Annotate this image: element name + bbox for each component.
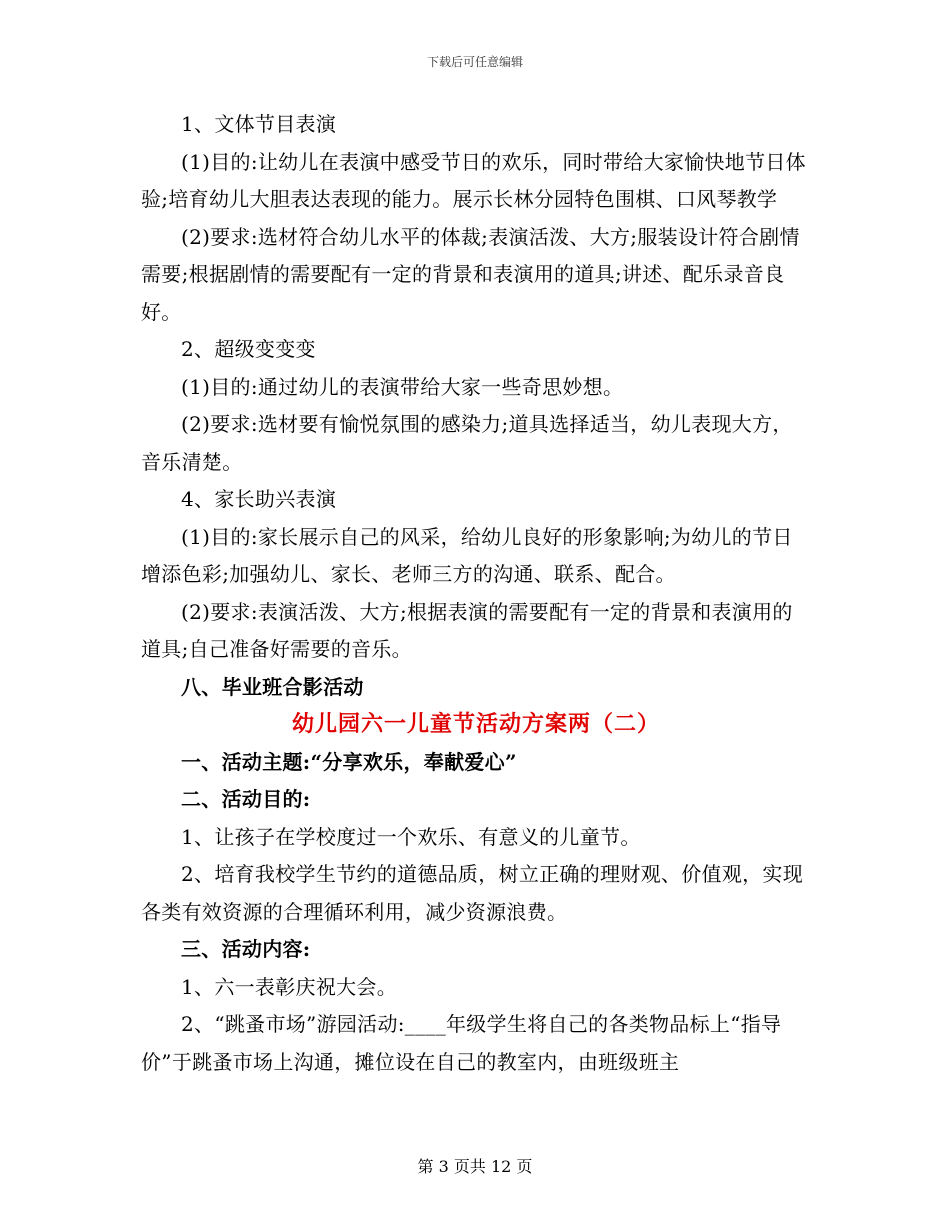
section-heading-theme: 一、活动主题:“分享欢乐，奉献爱心” bbox=[181, 749, 517, 774]
document-body bbox=[141, 106, 811, 1081]
paragraph-item-4: 4、家长助兴表演 bbox=[181, 487, 337, 511]
section-heading-8: 八、毕业班合影活动 bbox=[181, 674, 364, 699]
section-heading-content: 三、活动内容: bbox=[181, 937, 311, 961]
page-footer: 第 3 页共 12 页 bbox=[417, 1157, 533, 1176]
page-header-note: 下载后可任意编辑 bbox=[426, 55, 523, 69]
paragraph-purpose-1: 1、让孩子在学校度过一个欢乐、有意义的儿童节。 bbox=[181, 824, 641, 849]
section-heading-purpose: 二、活动目的: bbox=[181, 787, 311, 811]
paragraph-content-1: 1、六一表彰庆祝大会。 bbox=[181, 974, 398, 999]
paragraph-item-1: 1、文体节目表演 bbox=[181, 112, 337, 136]
paragraph-requirement-1: (2)要求:选材符合幼儿水平的体裁;表演活泼、大方;服装设计符合剧情需要;根据剧情的需要配有一定的背景和表演用的道具;讲述、配乐录音良好。 bbox=[141, 224, 800, 324]
paragraph-requirement-4: (2)要求:表演活泼、大方;根据表演的需要配有一定的背景和表演用的道具;自己准备好需要的音乐。 bbox=[141, 599, 793, 661]
paragraph-content-2: 2、“跳蚤市场”游园活动:____年级学生将自己的各类物品标上“指导价”于跳蚤市场上沟通，摊位设在自己的教室内，由班级班主 bbox=[141, 1012, 782, 1074]
document-title: 幼儿园六一儿童节活动方案两（二） bbox=[291, 711, 660, 737]
paragraph-goal-2: (1)目的:通过幼儿的表演带给大家一些奇思妙想。 bbox=[181, 374, 624, 399]
paragraph-goal-4: (1)目的:家长展示自己的风采，给幼儿良好的形象影响;为幼儿的节日增添色彩;加强幼儿、家长、老师三方的沟通、联系、配合。 bbox=[141, 524, 793, 586]
paragraph-item-2: 2、超级变变变 bbox=[181, 337, 316, 361]
paragraph-goal-1: (1)目的:让幼儿在表演中感受节日的欢乐，同时带给大家愉快地节日体验;培育幼儿大胆表达表现的能力。展示长林分园特色围棋、口风琴教学 bbox=[141, 149, 806, 211]
paragraph-purpose-2: 2、培育我校学生节约的道德品质，树立正确的理财观、价值观，实现各类有效资源的合理循环利用，减少资源浪费。 bbox=[141, 862, 804, 924]
paragraph-requirement-2: (2)要求:选材要有愉悦氛围的感染力;道具选择适当，幼儿表现大方，音乐清楚。 bbox=[141, 412, 793, 474]
